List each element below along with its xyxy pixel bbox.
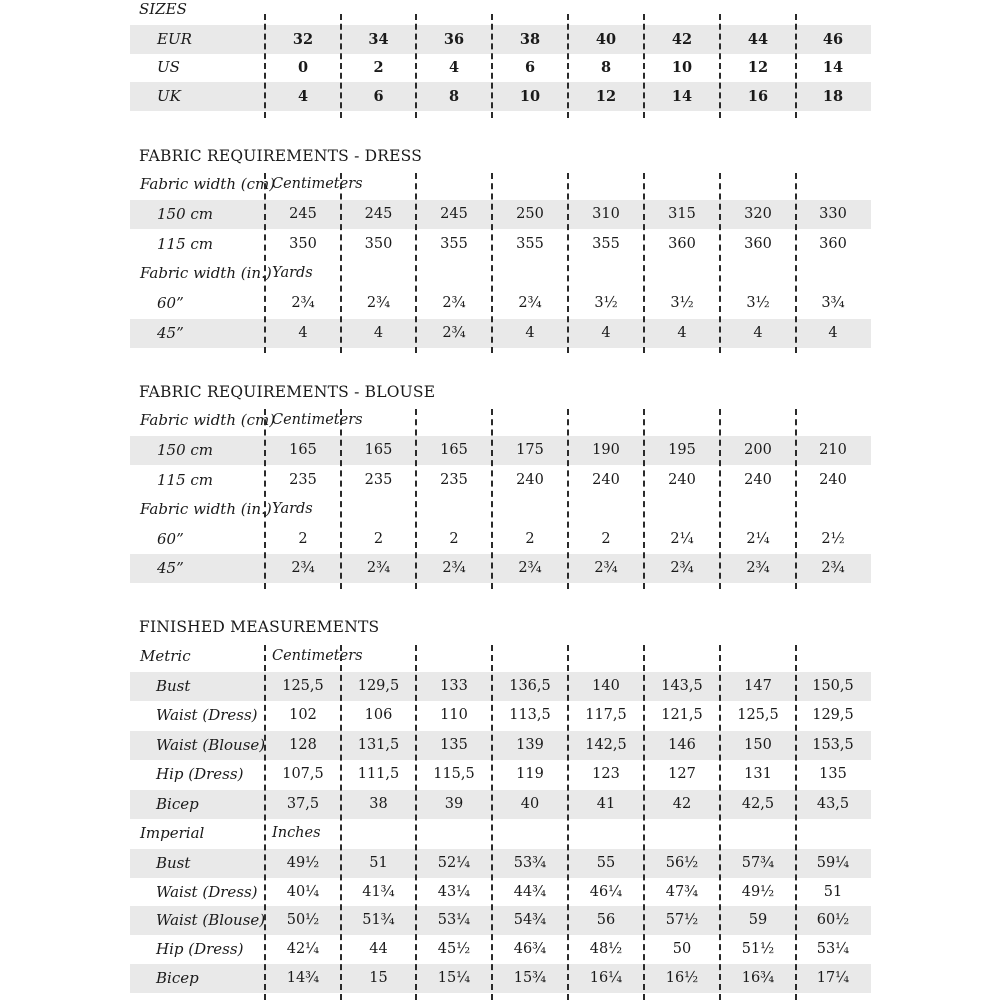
value-cell: 2¾ bbox=[442, 295, 466, 311]
value-cell: 165 bbox=[289, 442, 317, 458]
row-label: 60” bbox=[157, 530, 184, 548]
value-cell: 125,5 bbox=[282, 678, 324, 694]
value-cell: 48½ bbox=[589, 941, 623, 957]
value-cell: 123 bbox=[592, 766, 620, 782]
value-cell: 32 bbox=[292, 31, 314, 48]
value-cell: 55 bbox=[596, 855, 616, 871]
value-cell: 150 bbox=[744, 737, 772, 753]
column-divider bbox=[491, 409, 493, 589]
value-cell: 16 bbox=[747, 88, 769, 105]
value-cell: 110 bbox=[440, 707, 468, 723]
value-cell: 2 bbox=[525, 531, 535, 547]
value-cell: 59 bbox=[748, 912, 768, 928]
value-cell: 195 bbox=[668, 442, 696, 458]
value-cell: 315 bbox=[668, 206, 696, 222]
blouse-title: FABRIC REQUIREMENTS - BLOUSE bbox=[139, 383, 436, 401]
value-cell: 4 bbox=[525, 325, 535, 341]
value-cell: 15 bbox=[369, 970, 388, 986]
column-divider bbox=[415, 645, 417, 1000]
value-cell: 235 bbox=[440, 472, 468, 488]
column-divider bbox=[567, 645, 569, 1000]
column-divider bbox=[415, 14, 417, 118]
column-divider bbox=[643, 645, 645, 1000]
column-divider bbox=[795, 645, 797, 1000]
value-cell: 350 bbox=[289, 236, 317, 252]
value-cell: 10 bbox=[671, 59, 693, 76]
value-cell: 250 bbox=[516, 206, 544, 222]
value-cell: 41¾ bbox=[362, 884, 395, 900]
value-cell: 2½ bbox=[821, 531, 845, 547]
value-cell: 14 bbox=[822, 59, 844, 76]
column-divider bbox=[643, 409, 645, 589]
value-cell: 355 bbox=[592, 236, 620, 252]
value-cell: 51¾ bbox=[362, 912, 395, 928]
blouse-row-115cm bbox=[130, 466, 871, 495]
value-cell: 245 bbox=[440, 206, 468, 222]
value-cell: 240 bbox=[668, 472, 696, 488]
value-cell: 113,5 bbox=[509, 707, 551, 723]
blouse-row-150cm bbox=[130, 436, 871, 465]
column-divider bbox=[795, 14, 797, 118]
value-cell: 240 bbox=[819, 472, 847, 488]
unit-row-label: Fabric width (cm) bbox=[140, 411, 276, 429]
row-label: 45” bbox=[157, 324, 184, 342]
unit-row-label: Imperial bbox=[140, 824, 205, 842]
value-cell: 2 bbox=[601, 531, 611, 547]
value-cell: 50 bbox=[672, 941, 692, 957]
row-label: 60” bbox=[157, 294, 184, 312]
value-cell: 3½ bbox=[594, 295, 618, 311]
value-cell: 131 bbox=[744, 766, 772, 782]
value-cell: 43¼ bbox=[437, 884, 471, 900]
value-cell: 4 bbox=[298, 325, 308, 341]
value-cell: 51 bbox=[823, 884, 843, 900]
value-cell: 53¼ bbox=[816, 941, 850, 957]
row-label: Waist (Dress) bbox=[156, 883, 258, 901]
column-divider bbox=[264, 14, 266, 118]
finished-imperial-row bbox=[130, 964, 871, 993]
value-cell: 3½ bbox=[746, 295, 770, 311]
row-label: US bbox=[157, 58, 180, 76]
unit-label: Centimeters bbox=[272, 648, 363, 664]
value-cell: 38 bbox=[369, 796, 388, 812]
value-cell: 44 bbox=[369, 941, 388, 957]
value-cell: 49½ bbox=[286, 855, 320, 871]
value-cell: 40¼ bbox=[286, 884, 320, 900]
value-cell: 350 bbox=[364, 236, 393, 252]
value-cell: 355 bbox=[440, 236, 468, 252]
value-cell: 12 bbox=[595, 88, 617, 105]
value-cell: 14 bbox=[671, 88, 693, 105]
value-cell: 146 bbox=[668, 737, 696, 753]
value-cell: 45½ bbox=[437, 941, 471, 957]
row-label: Bicep bbox=[156, 795, 199, 813]
value-cell: 2 bbox=[449, 531, 459, 547]
row-label: Waist (Dress) bbox=[156, 706, 258, 724]
row-label: 150 cm bbox=[157, 441, 214, 459]
value-cell: 51½ bbox=[741, 941, 775, 957]
value-cell: 3¾ bbox=[821, 295, 845, 311]
finished-metric-row bbox=[130, 760, 871, 789]
dress-row-45in bbox=[130, 319, 871, 348]
value-cell: 2¾ bbox=[821, 560, 845, 576]
value-cell: 4 bbox=[753, 325, 763, 341]
finished-metric-row bbox=[130, 790, 871, 819]
size-row-uk bbox=[130, 82, 871, 111]
value-cell: 2¼ bbox=[670, 531, 694, 547]
value-cell: 18 bbox=[822, 88, 844, 105]
column-divider bbox=[340, 645, 342, 1000]
row-label: Waist (Blouse) bbox=[156, 736, 266, 754]
row-label: Bust bbox=[156, 854, 191, 872]
value-cell: 150,5 bbox=[812, 678, 854, 694]
row-label: 45” bbox=[157, 559, 184, 577]
value-cell: 57¾ bbox=[741, 855, 775, 871]
blouse-metric-header bbox=[130, 406, 871, 435]
row-label: Hip (Dress) bbox=[156, 765, 244, 783]
value-cell: 142,5 bbox=[585, 737, 627, 753]
value-cell: 53¼ bbox=[437, 912, 471, 928]
dress-row-60in bbox=[130, 289, 871, 318]
finished-imperial-row bbox=[130, 906, 871, 935]
value-cell: 2 bbox=[373, 531, 384, 547]
value-cell: 2¾ bbox=[746, 560, 770, 576]
value-cell: 42,5 bbox=[741, 796, 775, 812]
value-cell: 4 bbox=[297, 88, 309, 105]
value-cell: 2 bbox=[373, 59, 384, 76]
value-cell: 51 bbox=[369, 855, 388, 871]
value-cell: 2¾ bbox=[366, 560, 391, 576]
value-cell: 119 bbox=[516, 766, 544, 782]
value-cell: 44 bbox=[747, 31, 769, 48]
finished-metric-header bbox=[130, 642, 871, 671]
value-cell: 210 bbox=[819, 442, 847, 458]
unit-row-label: Metric bbox=[140, 647, 191, 665]
dress-row-150cm bbox=[130, 200, 871, 229]
unit-label: Centimeters bbox=[272, 412, 363, 428]
finished-imperial-row bbox=[130, 849, 871, 878]
value-cell: 6 bbox=[524, 59, 536, 76]
value-cell: 46 bbox=[822, 31, 844, 48]
blouse-row-60in bbox=[130, 525, 871, 554]
column-divider bbox=[643, 14, 645, 118]
value-cell: 2¾ bbox=[594, 560, 618, 576]
column-divider bbox=[491, 14, 493, 118]
value-cell: 52¼ bbox=[437, 855, 471, 871]
unit-row-label: Fabric width (in.) bbox=[140, 500, 272, 518]
value-cell: 111,5 bbox=[357, 766, 400, 782]
value-cell: 128 bbox=[289, 737, 317, 753]
column-divider bbox=[719, 409, 721, 589]
blouse-row-45in bbox=[130, 554, 871, 583]
blouse-imperial-header bbox=[130, 495, 871, 524]
value-cell: 360 bbox=[668, 236, 696, 252]
value-cell: 121,5 bbox=[661, 707, 703, 723]
value-cell: 4 bbox=[601, 325, 611, 341]
size-row-us bbox=[130, 53, 871, 82]
row-label: 115 cm bbox=[157, 235, 214, 253]
value-cell: 107,5 bbox=[282, 766, 324, 782]
value-cell: 46¾ bbox=[513, 941, 547, 957]
value-cell: 46¼ bbox=[589, 884, 623, 900]
value-cell: 53¾ bbox=[513, 855, 547, 871]
finished-title: FINISHED MEASUREMENTS bbox=[139, 618, 380, 636]
value-cell: 15¾ bbox=[513, 970, 547, 986]
column-divider bbox=[415, 409, 417, 589]
value-cell: 153,5 bbox=[812, 737, 854, 753]
unit-label: Inches bbox=[272, 825, 321, 841]
value-cell: 310 bbox=[592, 206, 620, 222]
value-cell: 2¾ bbox=[291, 560, 315, 576]
value-cell: 2 bbox=[298, 531, 308, 547]
value-cell: 56½ bbox=[665, 855, 699, 871]
column-divider bbox=[415, 173, 417, 353]
value-cell: 139 bbox=[516, 737, 544, 753]
unit-label: Centimeters bbox=[272, 176, 363, 192]
value-cell: 40 bbox=[520, 796, 540, 812]
column-divider bbox=[340, 173, 342, 353]
column-divider bbox=[567, 409, 569, 589]
column-divider bbox=[264, 645, 266, 1000]
finished-metric-row bbox=[130, 731, 871, 760]
value-cell: 245 bbox=[364, 206, 393, 222]
column-divider bbox=[795, 173, 797, 353]
column-divider bbox=[264, 409, 266, 589]
column-divider bbox=[340, 409, 342, 589]
unit-label: Yards bbox=[272, 265, 313, 281]
value-cell: 240 bbox=[516, 472, 544, 488]
unit-row-label: Fabric width (cm) bbox=[140, 175, 276, 193]
value-cell: 2¾ bbox=[670, 560, 694, 576]
value-cell: 129,5 bbox=[357, 678, 400, 694]
value-cell: 2¾ bbox=[442, 325, 466, 341]
row-label: Hip (Dress) bbox=[156, 940, 244, 958]
value-cell: 131,5 bbox=[357, 737, 400, 753]
value-cell: 2¾ bbox=[518, 295, 542, 311]
value-cell: 16½ bbox=[665, 970, 699, 986]
column-divider bbox=[643, 173, 645, 353]
value-cell: 235 bbox=[364, 472, 393, 488]
value-cell: 2¾ bbox=[366, 295, 391, 311]
value-cell: 240 bbox=[592, 472, 620, 488]
value-cell: 106 bbox=[364, 707, 393, 723]
value-cell: 57½ bbox=[665, 912, 699, 928]
value-cell: 140 bbox=[592, 678, 620, 694]
value-cell: 147 bbox=[744, 678, 772, 694]
column-divider bbox=[719, 645, 721, 1000]
row-label: Waist (Blouse) bbox=[156, 911, 266, 929]
value-cell: 42 bbox=[672, 796, 692, 812]
value-cell: 47¾ bbox=[665, 884, 699, 900]
value-cell: 60½ bbox=[816, 912, 850, 928]
value-cell: 135 bbox=[819, 766, 847, 782]
value-cell: 330 bbox=[819, 206, 847, 222]
value-cell: 39 bbox=[444, 796, 464, 812]
value-cell: 355 bbox=[516, 236, 544, 252]
value-cell: 190 bbox=[592, 442, 620, 458]
value-cell: 50½ bbox=[286, 912, 320, 928]
value-cell: 4 bbox=[677, 325, 687, 341]
value-cell: 16¼ bbox=[589, 970, 623, 986]
value-cell: 15¼ bbox=[437, 970, 471, 986]
value-cell: 44¾ bbox=[513, 884, 547, 900]
finished-metric-row bbox=[130, 672, 871, 701]
value-cell: 136,5 bbox=[509, 678, 551, 694]
row-label: Bicep bbox=[156, 969, 199, 987]
value-cell: 40 bbox=[595, 31, 617, 48]
value-cell: 10 bbox=[519, 88, 541, 105]
value-cell: 49½ bbox=[741, 884, 775, 900]
value-cell: 2¾ bbox=[518, 560, 542, 576]
value-cell: 54¾ bbox=[513, 912, 547, 928]
value-cell: 135 bbox=[440, 737, 468, 753]
value-cell: 41 bbox=[596, 796, 616, 812]
value-cell: 200 bbox=[744, 442, 772, 458]
finished-imperial-header bbox=[130, 819, 871, 848]
dress-row-115cm bbox=[130, 230, 871, 259]
column-divider bbox=[567, 173, 569, 353]
dress-title: FABRIC REQUIREMENTS - DRESS bbox=[139, 147, 423, 165]
value-cell: 2¼ bbox=[746, 531, 770, 547]
value-cell: 240 bbox=[744, 472, 772, 488]
value-cell: 8 bbox=[448, 88, 460, 105]
value-cell: 42¼ bbox=[286, 941, 320, 957]
row-label: 115 cm bbox=[157, 471, 214, 489]
value-cell: 2¾ bbox=[291, 295, 315, 311]
value-cell: 165 bbox=[364, 442, 393, 458]
value-cell: 42 bbox=[671, 31, 693, 48]
value-cell: 8 bbox=[600, 59, 612, 76]
finished-metric-row bbox=[130, 701, 871, 730]
column-divider bbox=[795, 409, 797, 589]
value-cell: 38 bbox=[519, 31, 541, 48]
value-cell: 59¼ bbox=[816, 855, 850, 871]
value-cell: 17¼ bbox=[816, 970, 850, 986]
value-cell: 235 bbox=[289, 472, 317, 488]
value-cell: 115,5 bbox=[433, 766, 475, 782]
value-cell: 102 bbox=[289, 707, 317, 723]
value-cell: 36 bbox=[443, 31, 465, 48]
value-cell: 37,5 bbox=[286, 796, 320, 812]
value-cell: 129,5 bbox=[812, 707, 854, 723]
dress-metric-header bbox=[130, 170, 871, 199]
value-cell: 143,5 bbox=[661, 678, 703, 694]
value-cell: 117,5 bbox=[585, 707, 627, 723]
value-cell: 56 bbox=[596, 912, 616, 928]
value-cell: 16¾ bbox=[741, 970, 775, 986]
value-cell: 12 bbox=[747, 59, 769, 76]
column-divider bbox=[567, 14, 569, 118]
dress-imperial-header bbox=[130, 259, 871, 288]
value-cell: 0 bbox=[297, 59, 309, 76]
finished-imperial-row bbox=[130, 878, 871, 907]
value-cell: 127 bbox=[668, 766, 696, 782]
value-cell: 14¾ bbox=[286, 970, 320, 986]
value-cell: 360 bbox=[744, 236, 772, 252]
value-cell: 175 bbox=[516, 442, 544, 458]
column-divider bbox=[264, 173, 266, 353]
column-divider bbox=[719, 173, 721, 353]
unit-label: Yards bbox=[272, 501, 313, 517]
finished-imperial-row bbox=[130, 935, 871, 964]
size-row-eur bbox=[130, 25, 871, 54]
value-cell: 4 bbox=[448, 59, 460, 76]
value-cell: 133 bbox=[440, 678, 468, 694]
row-label: Bust bbox=[156, 677, 191, 695]
value-cell: 165 bbox=[440, 442, 468, 458]
value-cell: 125,5 bbox=[737, 707, 779, 723]
row-label: UK bbox=[157, 87, 181, 105]
value-cell: 43,5 bbox=[816, 796, 850, 812]
value-cell: 34 bbox=[368, 31, 389, 48]
value-cell: 320 bbox=[744, 206, 772, 222]
row-label: 150 cm bbox=[157, 205, 214, 223]
column-divider bbox=[340, 14, 342, 118]
column-divider bbox=[491, 173, 493, 353]
sizes-title: SIZES bbox=[139, 0, 187, 18]
value-cell: 4 bbox=[828, 325, 838, 341]
value-cell: 2¾ bbox=[442, 560, 466, 576]
value-cell: 6 bbox=[373, 88, 384, 105]
value-cell: 4 bbox=[373, 325, 384, 341]
unit-row-label: Fabric width (in.) bbox=[140, 264, 272, 282]
column-divider bbox=[719, 14, 721, 118]
value-cell: 360 bbox=[819, 236, 847, 252]
row-label: EUR bbox=[157, 30, 192, 48]
value-cell: 245 bbox=[289, 206, 317, 222]
value-cell: 3½ bbox=[670, 295, 694, 311]
column-divider bbox=[491, 645, 493, 1000]
